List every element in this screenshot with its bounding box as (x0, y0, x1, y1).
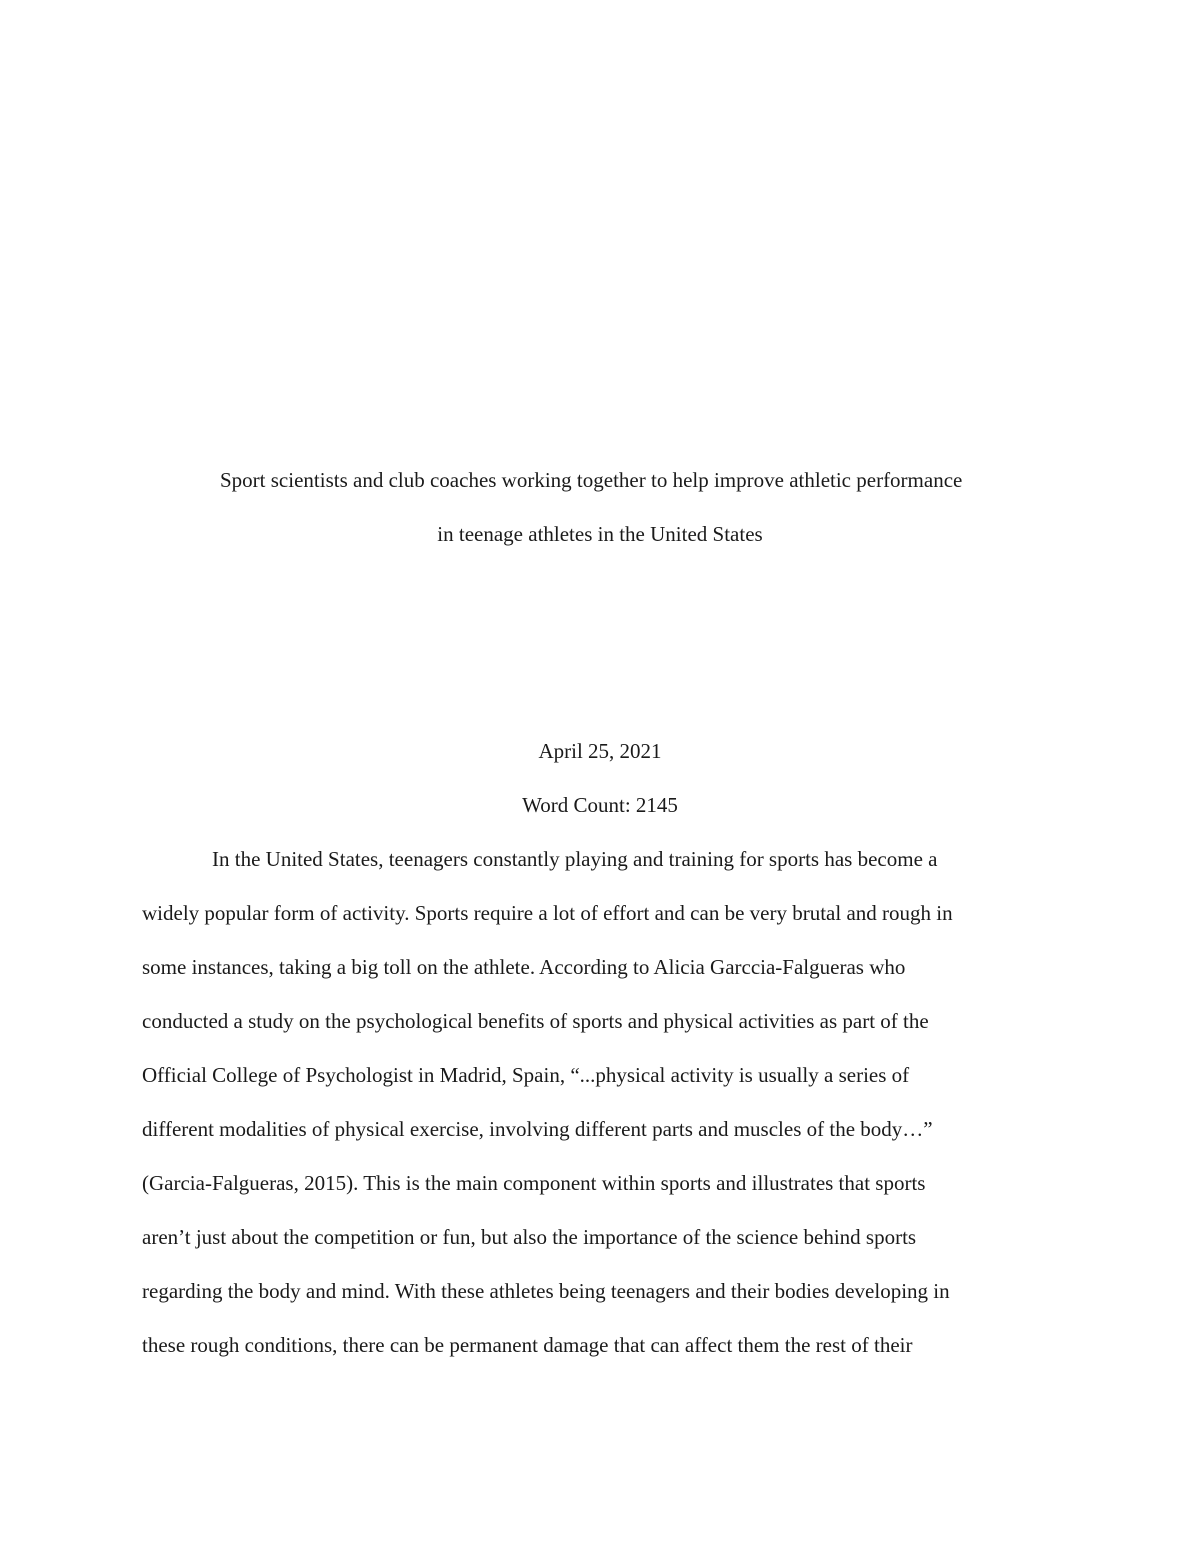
body-line: conducted a study on the psychological benefits of sports and physical activities as part of the (142, 1009, 929, 1033)
body-line: Official College of Psychologist in Madrid, Spain, “...physical activity is usually a series of (142, 1063, 910, 1087)
body-line: widely popular form of activity. Sports require a lot of effort and can be very brutal and rough in (142, 901, 953, 925)
date: April 25, 2021 (538, 739, 662, 763)
body-line: different modalities of physical exercise, involving different parts and muscles of the body…” (142, 1117, 933, 1141)
title-line-2: in teenage athletes in the United States (437, 522, 763, 546)
body-line: In the United States, teenagers constantly playing and training for sports has become a (212, 847, 938, 871)
title-line-1: Sport scientists and club coaches working together to help improve athletic performance (220, 468, 963, 492)
body-line: some instances, taking a big toll on the athlete. According to Alicia Garccia-Falgueras who (142, 955, 906, 979)
body-line: these rough conditions, there can be permanent damage that can affect them the rest of their (142, 1333, 913, 1357)
body-line: (Garcia-Falgueras, 2015). This is the main component within sports and illustrates that sports (142, 1171, 926, 1195)
body-line: aren’t just about the competition or fun, but also the importance of the science behind sports (142, 1225, 917, 1249)
word-count: Word Count: 2145 (522, 793, 678, 817)
body-line: regarding the body and mind. With these athletes being teenagers and their bodies developing in (142, 1279, 950, 1303)
